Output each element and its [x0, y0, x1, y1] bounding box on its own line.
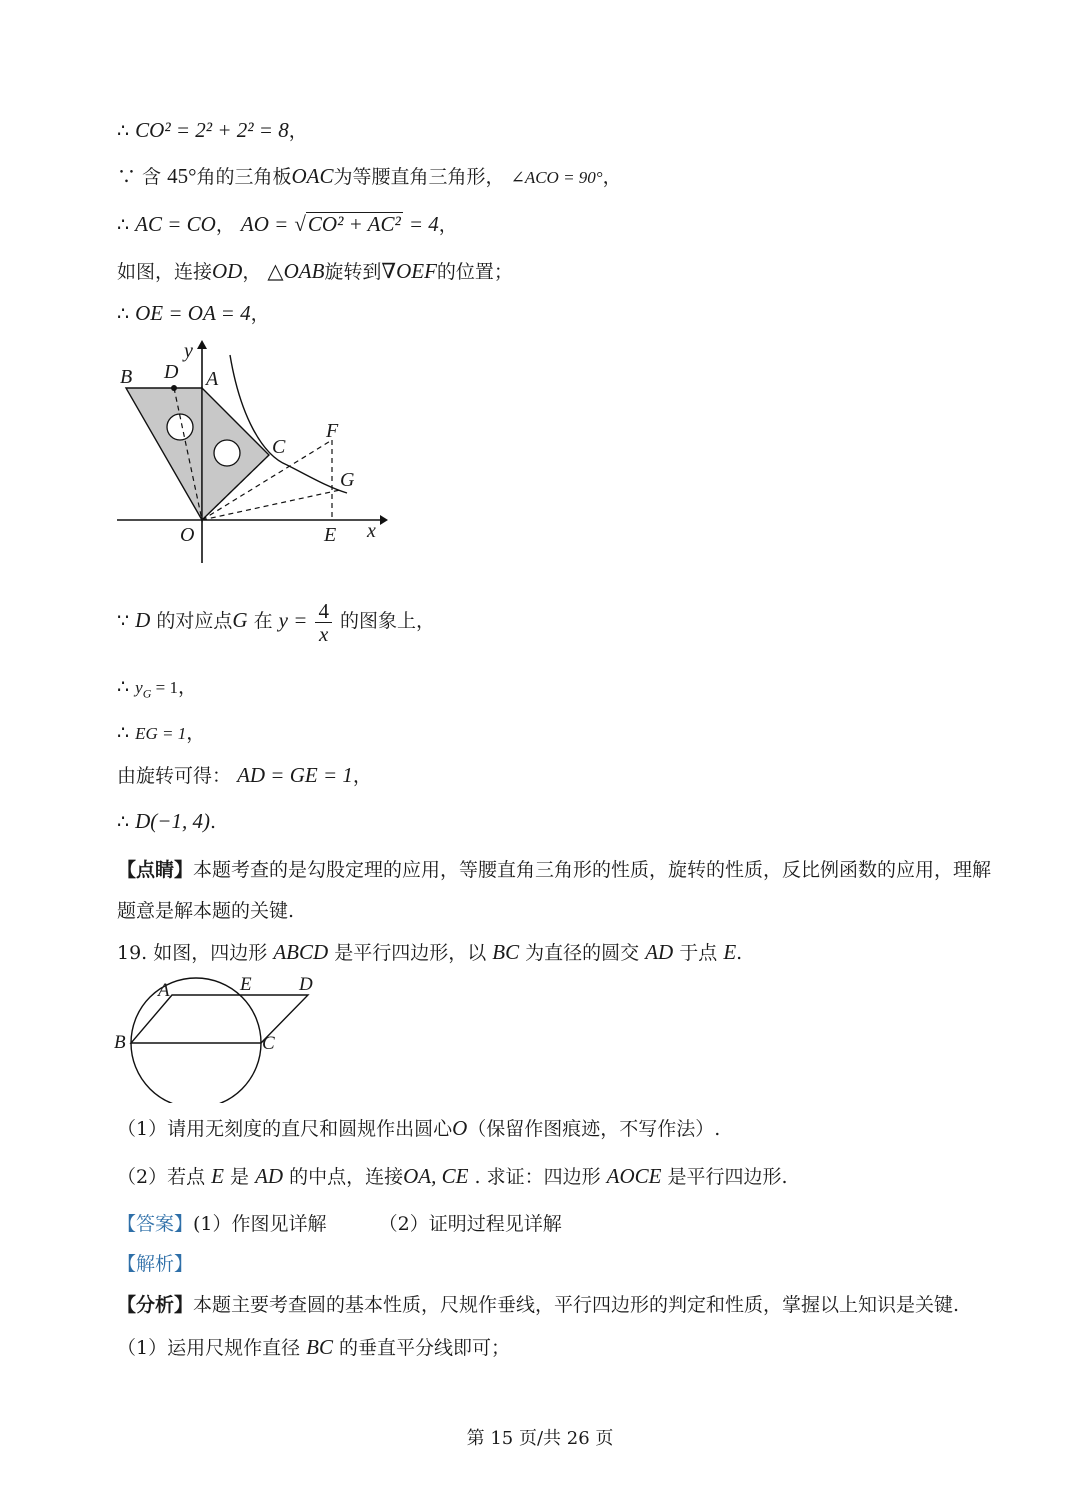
point-d — [171, 385, 177, 391]
comment-text: 题意是解本题的关键. — [117, 900, 295, 922]
label-e: E — [324, 524, 337, 546]
fraction — [315, 600, 332, 645]
line-d-coords — [117, 808, 216, 835]
text: 在 — [253, 610, 273, 632]
punct: ， — [438, 214, 458, 236]
denominator: x — [319, 621, 329, 646]
label-a: A — [206, 368, 219, 390]
circle — [131, 978, 261, 1103]
segment: AD — [645, 940, 674, 964]
line-comment-1 — [117, 857, 991, 883]
text: 是平行四边形. — [667, 1166, 788, 1188]
angle-value: 45° — [167, 164, 197, 188]
therefore-symbol: ∴ — [117, 120, 130, 142]
comment-text: 本题考查的是勾股定理的应用，等腰直角三角形的性质，旋转的性质，反比例函数的应用，理解 — [193, 859, 992, 881]
summary-text: 本题主要考查圆的基本性质，尺规作垂线，平行四边形的判定和性质，掌握以上知识是关键. — [193, 1294, 960, 1316]
text: （1）运用尺规作直径 — [117, 1337, 301, 1359]
label-e: E — [240, 974, 252, 995]
line-eg — [117, 720, 205, 747]
equation: AO = — [240, 212, 289, 236]
answer-tag: 【答案】 — [117, 1213, 194, 1235]
text: 是平行四边形，以 — [334, 942, 487, 964]
punct: ， — [186, 722, 206, 744]
punct: ， — [177, 676, 197, 698]
text: 的垂直平分线即可； — [339, 1337, 511, 1359]
label-f: F — [326, 420, 339, 442]
segment: OD — [212, 259, 243, 283]
text: 旋转到 — [324, 261, 382, 283]
line-co-squared — [117, 117, 308, 144]
hole-circle-2 — [214, 440, 240, 466]
answer-part-1: (1）作图见详解 — [193, 1213, 327, 1235]
therefore-symbol: ∴ — [117, 303, 130, 325]
y-var: y — [135, 678, 143, 697]
text: 的图象上， — [340, 610, 436, 632]
punct: ， — [602, 166, 622, 188]
punct: ， — [288, 120, 308, 142]
triangle: ∇OEF — [381, 259, 437, 283]
equation: = 4 — [408, 212, 439, 236]
label-o: O — [180, 524, 195, 546]
page-footer: 第 15 页/共 26 页 — [466, 1428, 614, 1449]
subscript: G — [142, 686, 152, 701]
line-ac-equals-co: ∴ AC = CO， AO = √CO² + AC² = 4， — [117, 212, 458, 236]
point-name: E — [211, 1164, 224, 1188]
text: 的中点，连接 — [289, 1166, 404, 1188]
question-19 — [117, 939, 742, 966]
label-c: C — [262, 1033, 275, 1054]
line-g-on-graph — [117, 596, 435, 645]
figure-rotation-diagram — [112, 335, 392, 570]
therefore-symbol: ∴ — [117, 811, 130, 833]
equation: y = — [278, 608, 308, 632]
line-oe-equals-oa — [117, 300, 270, 327]
line-connect-od — [117, 258, 513, 285]
label-d: D — [299, 974, 313, 995]
punct: ， — [215, 214, 235, 236]
numerator: 4 — [315, 600, 332, 623]
quad-name: ABCD — [273, 940, 329, 964]
summary-tag: 【分析】 — [117, 1294, 194, 1316]
summary-line — [117, 1292, 959, 1318]
segment: BC — [306, 1335, 333, 1359]
line-comment-2 — [117, 898, 294, 924]
text: （保留作图痕迹，不写作法）. — [467, 1118, 721, 1140]
solution-step-1 — [117, 1334, 510, 1361]
therefore-symbol: ∴ — [117, 214, 130, 236]
text: 的对应点 — [156, 610, 233, 632]
triangle-oab — [126, 388, 202, 520]
label-x: x — [367, 520, 376, 542]
label-c: C — [272, 436, 286, 458]
therefore-symbol: ∴ — [117, 676, 130, 698]
text: 如图，连接 — [117, 261, 213, 283]
label-b: B — [114, 1032, 126, 1053]
text: 19. 如图，四边形 — [117, 942, 268, 964]
segments: OA, CE — [403, 1164, 469, 1188]
answer-line — [117, 1211, 562, 1237]
label-b: B — [120, 366, 133, 388]
point-name: D — [135, 608, 151, 632]
coordinates: D(−1, 4) — [135, 809, 210, 833]
segment: BC — [492, 940, 520, 964]
analysis-tag: 【解析】 — [117, 1253, 194, 1275]
figure-parallelogram-circle — [110, 968, 330, 1103]
equation: CO² = 2² + 2² = 8 — [135, 118, 289, 142]
text: 为等腰直角三角形， — [333, 166, 505, 188]
text: （1）请用无刻度的直尺和圆规作出圆心 — [117, 1118, 453, 1140]
label-g: G — [340, 469, 355, 491]
analysis-line — [117, 1251, 193, 1277]
text: （2）若点 — [117, 1166, 206, 1188]
x-axis-arrow — [380, 515, 388, 525]
text: 的位置； — [436, 261, 513, 283]
label-d: D — [164, 361, 179, 383]
line-ad-ge — [117, 762, 372, 789]
text: . 求证：四边形 — [474, 1166, 601, 1188]
punct: ， — [352, 765, 372, 787]
text: ∵ 含 — [117, 166, 162, 188]
punct: . — [209, 811, 217, 833]
angle-equation: ∠ACO = 90° — [510, 168, 603, 187]
quad-name: AOCE — [606, 1164, 662, 1188]
equation: AD = GE = 1 — [237, 763, 353, 787]
point-name: O — [452, 1116, 468, 1140]
punct: . — [736, 942, 743, 964]
because-symbol: ∵ — [117, 610, 130, 632]
equation: OE = OA = 4 — [135, 301, 251, 325]
text: 是 — [230, 1166, 250, 1188]
equation: = 1 — [155, 678, 178, 697]
line-yg — [117, 674, 197, 706]
equation: AC = CO — [135, 212, 216, 236]
label-y: y — [184, 340, 193, 362]
triangle-name: OAC — [291, 164, 334, 188]
segment: AD — [255, 1164, 284, 1188]
y-axis-arrow — [197, 340, 207, 349]
punct: ， — [242, 261, 262, 283]
text: 为直径的圆交 — [525, 942, 640, 964]
answer-part-2: （2）证明过程见详解 — [378, 1213, 562, 1235]
text: 于点 — [679, 942, 718, 964]
question-19-part-1 — [117, 1115, 720, 1142]
label-a: A — [158, 980, 170, 1001]
text: 由旋转可得： — [117, 765, 232, 787]
text: 角的三角板 — [196, 166, 292, 188]
comment-tag: 【点睛】 — [117, 859, 194, 881]
parallelogram-abcd — [131, 995, 308, 1043]
question-19-part-2 — [117, 1163, 788, 1190]
equation: EG = 1 — [135, 724, 187, 743]
line-isoceles-triangle — [117, 163, 622, 191]
point-name: E — [723, 940, 737, 964]
punct: ， — [250, 303, 270, 325]
point-name: G — [232, 608, 248, 632]
triangle: △OAB — [267, 259, 325, 283]
therefore-symbol: ∴ — [117, 722, 130, 744]
sqrt-content: CO² + AC² — [307, 212, 401, 236]
